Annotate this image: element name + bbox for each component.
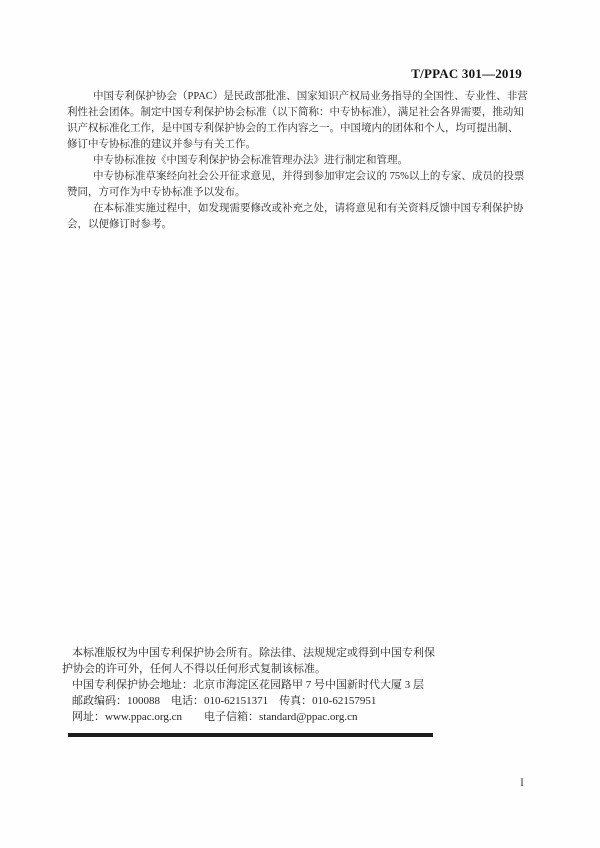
foreword-line: 中国专利保护协会（PPAC）是民政部批准、国家知识产权局业务指导的全国性、专业性、非营 (93, 91, 528, 102)
website-email-line: 网址：www.ppac.org.cn 电子信箱：standard@ppac.org.cn (72, 711, 358, 723)
foreword-line: 中专协标准按《中国专利保护协会标准管理办法》进行制定和管理。 (93, 155, 408, 166)
foreword-line: 在本标准实施过程中，如发现需要修改或补充之处，请将意见和有关资料反馈中国专利保护协 (93, 203, 524, 214)
copyright-line: 护协会的许可外，任何人不得以任何形式复制该标准。 (62, 663, 326, 675)
address-line: 中国专利保护协会地址：北京市海淀区花园路甲 7 号中国新时代大厦 3 层 (72, 679, 424, 691)
foreword-line: 识产权标准化工作，是中国专利保护协会的工作内容之一。中国境内的团体和个人，均可提出制、 (67, 123, 519, 134)
page-number: I (520, 775, 524, 789)
foreword-block (67, 89, 542, 233)
doc-number: T/PPAC 301—2019 (411, 66, 522, 81)
foreword-line: 中专协标准草案经向社会公开征求意见，并得到参加审定会议的 75%以上的专家、成员的投票 (93, 171, 525, 182)
postal-phone-line: 邮政编码：100088 电话：010-62151371 传真：010-62157951 (72, 695, 377, 707)
copyright-line: 本标准版权为中国专利保护协会所有。除法律、法规规定或得到中国专利保 (72, 647, 435, 659)
foreword-line: 利性社会团体。制定中国专利保护协会标准（以下简称：中专协标准），满足社会各界需要，推动知 (67, 107, 524, 118)
double-rule-divider (68, 733, 433, 737)
copyright-block (62, 645, 482, 725)
foreword-line: 修订中专协标准的建议并参与有关工作。 (67, 139, 256, 150)
foreword-line: 赞同，方可作为中专协标准予以发布。 (67, 187, 246, 198)
foreword-line: 会，以便修订时参考。 (67, 219, 172, 230)
